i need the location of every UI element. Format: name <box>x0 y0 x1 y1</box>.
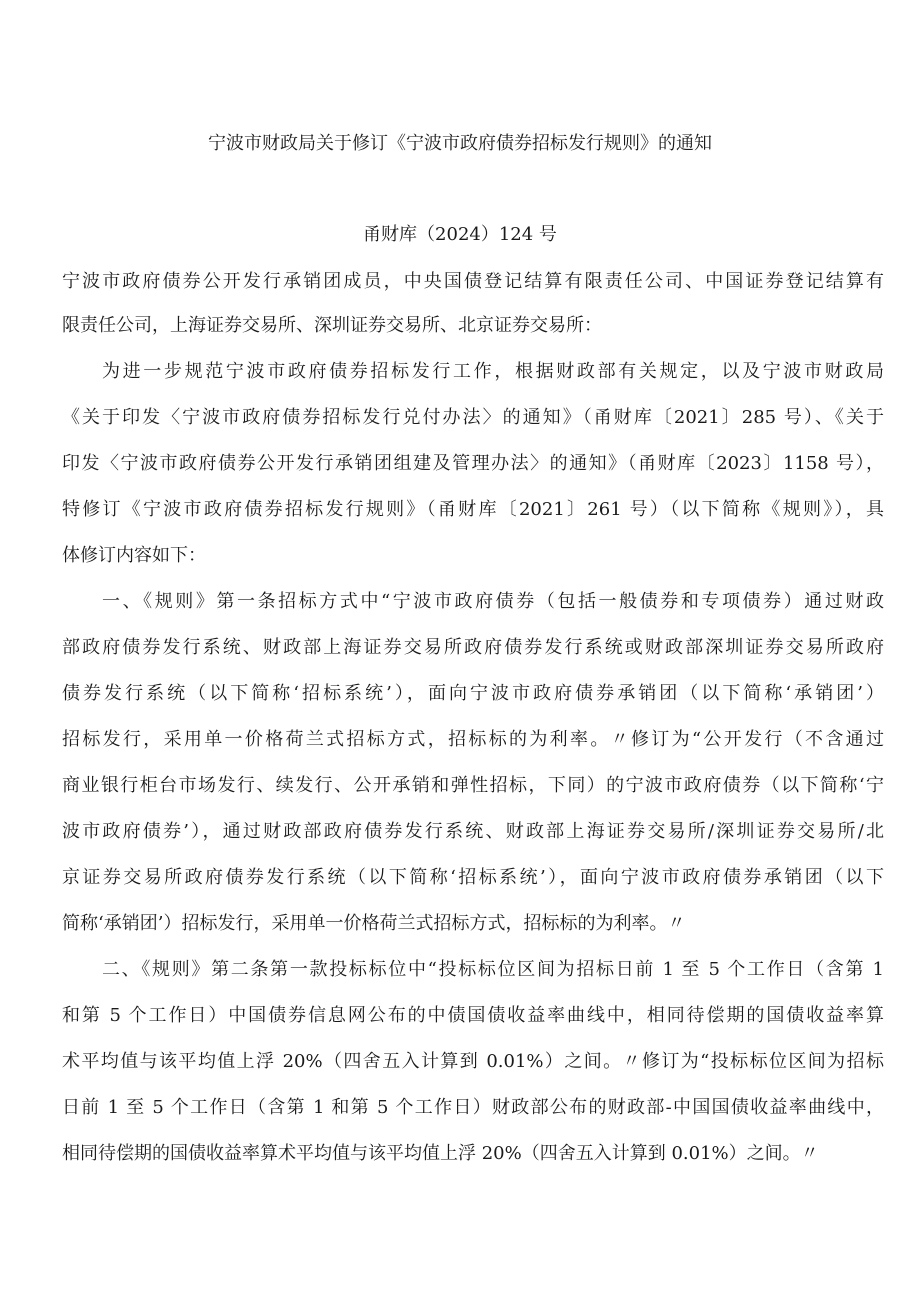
intro-line-2: 《关于印发〈宁波市政府债券招标发行兑付办法〉的通知》（甬财库〔2021〕285 号）、《关于 <box>62 407 884 428</box>
item2-line-1: 二、《规则》第二条第一款投标标位中“投标标位区间为招标日前 1 至 5 个工作日（含第 1 <box>102 959 884 980</box>
item1-line-7: 京证券交易所政府债券发行系统（以下简称‘招标系统’），面向宁波市政府债券承销团（以下 <box>62 867 884 888</box>
item2-line-3: 术平均值与该平均值上浮 20%（四舍五入计算到 0.01%）之间。〃修订为“投标标位区间为招标 <box>62 1051 884 1072</box>
intro-line-4: 特修订《宁波市政府债券招标发行规则》（甬财库〔2021〕261 号）（以下简称《规则》），具 <box>62 499 884 520</box>
intro-line-5: 体修订内容如下： <box>62 545 206 566</box>
intro-line-3: 印发〈宁波市政府债券公开发行承销团组建及管理办法〉的通知》（甬财库〔2023〕1158 号）， <box>62 453 884 474</box>
item1-line-1: 一、《规则》第一条招标方式中“宁波市政府债券（包括一般债券和专项债券）通过财政 <box>102 591 884 612</box>
item1-line-2: 部政府债券发行系统、财政部上海证券交易所政府债券发行系统或财政部深圳证券交易所政府 <box>62 637 884 658</box>
addressee-line-1: 宁波市政府债券公开发行承销团成员，中央国债登记结算有限责任公司、中国证券登记结算有 <box>62 271 884 292</box>
item2-line-4: 日前 1 至 5 个工作日（含第 1 和第 5 个工作日）财政部公布的财政部-中国国债收益率曲线中， <box>62 1097 884 1118</box>
item1-line-8: 简称‘承销团’）招标发行，采用单一价格荷兰式招标方式，招标标的为利率。〃 <box>62 913 686 934</box>
item1-line-5: 商业银行柜台市场发行、续发行、公开承销和弹性招标，下同）的宁波市政府债券（以下简称‘宁 <box>62 775 884 796</box>
item1-line-4: 招标发行，采用单一价格荷兰式招标方式，招标标的为利率。〃修订为“公开发行（不含通过 <box>62 729 884 750</box>
intro-line-1: 为进一步规范宁波市政府债券招标发行工作，根据财政部有关规定，以及宁波市财政局 <box>102 361 884 382</box>
addressee-line-2: 限责任公司，上海证券交易所、深圳证券交易所、北京证券交易所： <box>62 315 602 336</box>
item2-line-5: 相同待偿期的国债收益率算术平均值与该平均值上浮 20%（四舍五入计算到 0.01%）之间。〃 <box>62 1143 819 1164</box>
document-title: 宁波市财政局关于修订《宁波市政府债券招标发行规则》的通知 <box>208 133 712 154</box>
document-number: 甬财库（2024）124 号 <box>363 224 557 245</box>
item2-line-2: 和第 5 个工作日）中国债券信息网公布的中债国债收益率曲线中，相同待偿期的国债收益率算 <box>62 1005 884 1026</box>
item1-line-3: 债券发行系统（以下简称‘招标系统’），面向宁波市政府债券承销团（以下简称‘承销团’） <box>62 683 884 704</box>
item1-line-6: 波市政府债券’），通过财政部政府债券发行系统、财政部上海证券交易所/深圳证券交易所/北 <box>62 821 884 842</box>
